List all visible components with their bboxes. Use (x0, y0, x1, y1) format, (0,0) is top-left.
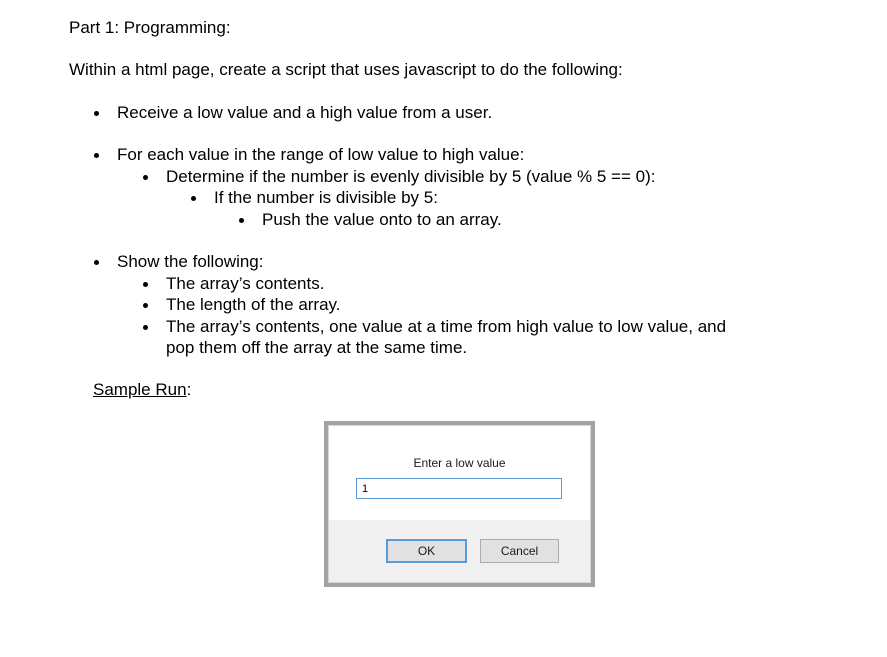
bullet-length: The length of the array. (166, 295, 341, 314)
bullet-for-each: For each value in the range of low value to high value: (117, 145, 525, 164)
dialog-message: Enter a low value (413, 456, 506, 470)
prompt-dialog-frame (324, 421, 595, 587)
bullet-contents-desc-line1: The array’s contents, one value at a time from high value to low value, and (166, 317, 727, 336)
bullet-show: Show the following: (117, 252, 264, 271)
ok-button[interactable]: OK (386, 539, 467, 563)
cancel-button[interactable]: Cancel (480, 539, 559, 563)
part-heading: Part 1: Programming: (69, 18, 231, 37)
bullet-determine: Determine if the number is evenly divisible by 5 (value % 5 == 0): (166, 167, 656, 186)
prompt-dialog (328, 425, 591, 583)
bullet-marker (143, 303, 148, 308)
low-value-input[interactable] (356, 478, 562, 499)
bullet-marker (94, 260, 99, 265)
bullet-push: Push the value onto to an array. (262, 210, 502, 229)
intro-paragraph: Within a html page, create a script that uses javascript to do the following: (69, 60, 623, 79)
dialog-content-area (329, 426, 590, 520)
bullet-marker (143, 175, 148, 180)
bullet-marker (191, 196, 196, 201)
bullet-marker (94, 111, 99, 116)
bullet-marker (143, 325, 148, 330)
sample-run-heading (93, 380, 191, 400)
bullet-contents: The array’s contents. (166, 274, 325, 293)
sample-run-colon: : (186, 380, 192, 399)
bullet-marker (94, 153, 99, 158)
bullet-contents-desc-line2: pop them off the array at the same time. (166, 338, 468, 357)
bullet-marker (143, 282, 148, 287)
bullet-marker (239, 218, 244, 223)
bullet-receive: Receive a low value and a high value from a user. (117, 103, 493, 122)
bullet-if-divisible: If the number is divisible by 5: (214, 188, 438, 207)
sample-run-label: Sample Run (93, 380, 187, 399)
